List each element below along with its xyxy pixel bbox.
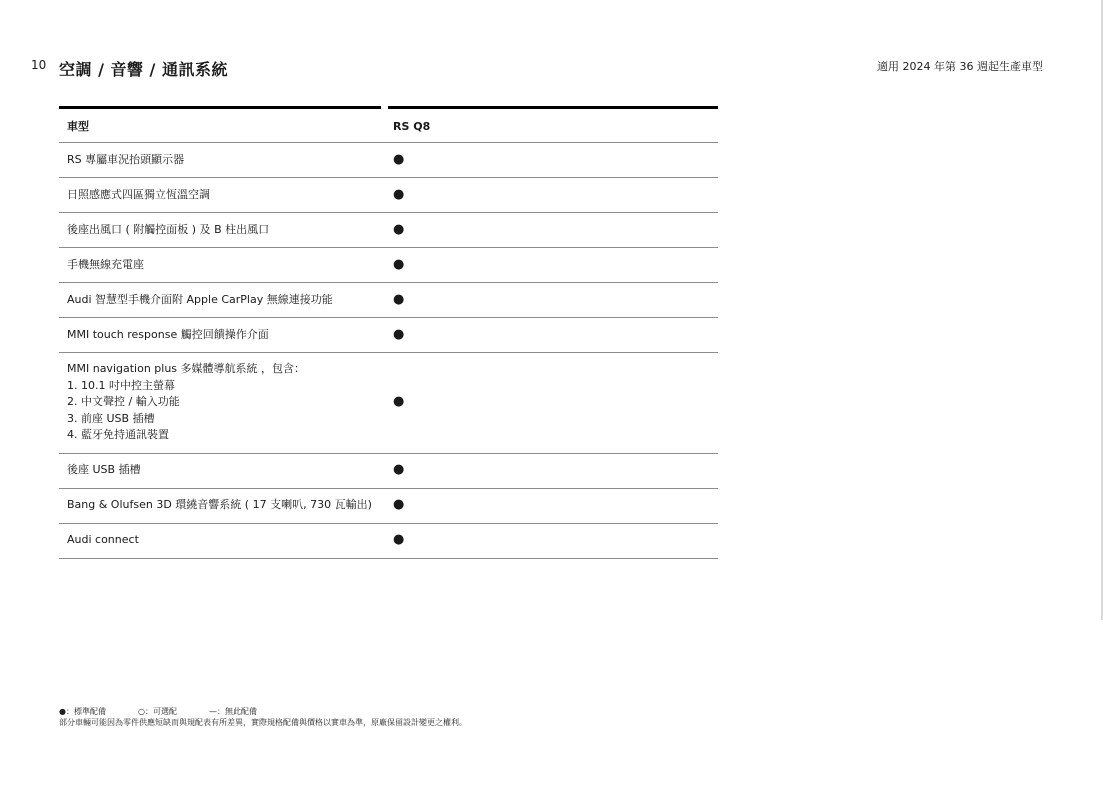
legend: [59, 706, 289, 717]
disclaimer: 部分車輛可能因為零件供應短缺而與規配表有所差異，實際規格配備與價格以實車為準，原廠保留設計變更之權利。: [59, 718, 467, 727]
feature-cell: [59, 462, 388, 479]
standard-equipment-dot: ●: [393, 497, 405, 513]
standard-equipment-dot: ●: [393, 394, 405, 409]
feature-cell: [59, 187, 388, 204]
feature-text: MMI navigation plus 多媒體導航系統 ，包含：: [67, 362, 306, 375]
table-row: [59, 177, 718, 212]
feature-text: Audi connect: [67, 533, 139, 547]
feature-column-header: 車型: [67, 120, 89, 133]
section-title: 空調 / 音響 / 通訊系統: [59, 60, 228, 79]
standard-equipment-dot: ●: [393, 186, 405, 202]
spec-table: [59, 106, 718, 559]
feature-cell: [59, 532, 388, 549]
standard-equipment-dot: ●: [393, 221, 405, 237]
feature-text: RS 專屬車況抬頭顯示器: [67, 152, 185, 166]
table-row: [59, 453, 718, 488]
table-row: [59, 247, 718, 282]
feature-cell: [59, 361, 388, 444]
legend-none: —：無此配備: [208, 707, 257, 716]
table-row: [59, 317, 718, 352]
standard-equipment-dot: ●: [393, 326, 405, 342]
feature-text: 2. 中文聲控 / 輸入功能: [67, 395, 180, 408]
standard-equipment-dot: ●: [393, 462, 405, 478]
table-row: [59, 488, 718, 523]
page-number: 10: [31, 58, 47, 72]
feature-text: 日照感應式四區獨立恆溫空調: [67, 187, 210, 201]
feature-cell: [59, 257, 388, 274]
standard-equipment-dot: ●: [393, 532, 405, 548]
legend-standard: ●：標準配備: [59, 707, 106, 716]
feature-text: 後座 USB 插槽: [67, 463, 141, 477]
feature-text: 1. 10.1 吋中控主螢幕: [67, 378, 175, 392]
table-row: [59, 282, 718, 317]
table-body: [59, 142, 718, 559]
feature-text: MMI touch response 觸控回饋操作介面: [67, 327, 269, 341]
feature-cell: [59, 292, 388, 309]
standard-equipment-dot: ●: [393, 256, 405, 272]
feature-text: 4. 藍牙免持通訊裝置: [67, 428, 169, 441]
feature-text: 3. 前座 USB 插槽: [67, 411, 155, 425]
feature-text: 後座出風口 ( 附觸控面板 ) 及 B 柱出風口: [67, 222, 270, 236]
table-row: [59, 142, 718, 177]
feature-cell: [59, 152, 388, 169]
feature-text: Audi 智慧型手機介面附 Apple CarPlay 無線連接功能: [67, 292, 333, 306]
standard-equipment-dot: ●: [393, 291, 405, 307]
feature-cell: [59, 497, 388, 514]
feature-cell: [59, 327, 388, 344]
feature-cell: [59, 222, 388, 239]
legend-optional: ○：可選配: [137, 707, 177, 716]
feature-text: 手機無線充電座: [67, 257, 144, 271]
feature-text: Bang & Olufsen 3D 環繞音響系統 ( 17 支喇叭, 730 瓦輸出): [67, 498, 372, 512]
table-row: [59, 212, 718, 247]
table-header: [59, 106, 718, 142]
table-row: [59, 352, 718, 453]
standard-equipment-dot: ●: [393, 151, 405, 167]
model-column-header: RS Q8: [393, 119, 431, 133]
table-row: [59, 523, 718, 559]
applicability-note: 適用 2024 年第 36 週起生產車型: [877, 60, 1043, 73]
